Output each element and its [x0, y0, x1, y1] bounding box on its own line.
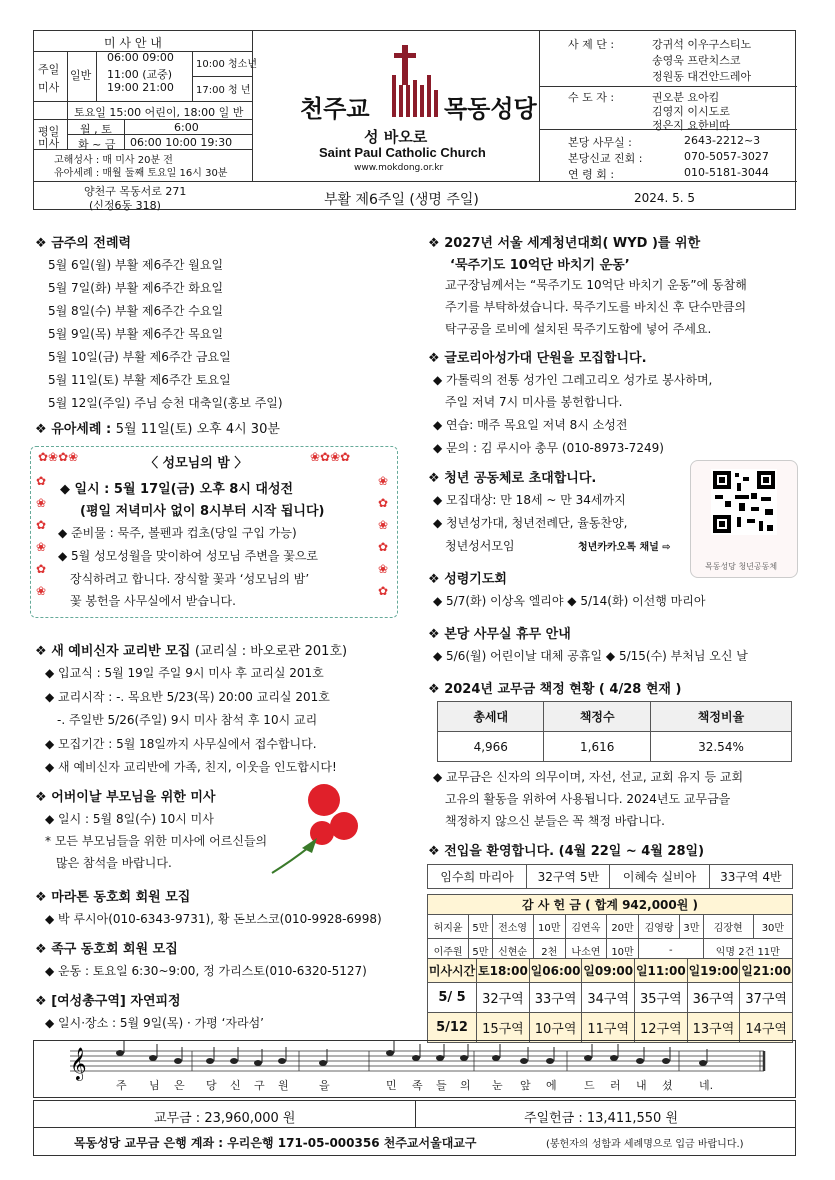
mary-night-title: 〈 성모님의 밤 〉	[145, 456, 248, 471]
choir-contact: ◆ 문의 : 김 루시아 총무 (010-8973-7249)	[433, 441, 664, 455]
church-website[interactable]: www.mokdong.or.kr	[354, 163, 444, 173]
calendar-item: 5월 9일(목) 부활 제6주간 목요일	[48, 327, 224, 341]
lyric: 원	[278, 1079, 289, 1092]
mon-sat-time: 6:00	[174, 121, 199, 134]
clean-cell: 33구역	[529, 983, 582, 1013]
welcome-cell: 이혜숙 실비아	[610, 865, 709, 889]
note-head	[206, 1058, 214, 1064]
address-line-2: (신정6동 318)	[89, 199, 161, 212]
tithe-title: ❖ 2024년 교무금 책정 현황 ( 4/28 현재 )	[428, 682, 682, 697]
note-head	[662, 1058, 670, 1064]
lyric: 족	[412, 1079, 423, 1092]
note-head	[520, 1058, 528, 1064]
choir-text: 주일 저녁 7시 미사를 봉헌합니다.	[445, 395, 623, 409]
calendar-item: 5월 6일(월) 부활 제6주간 월요일	[48, 258, 224, 272]
thanks-cell: 전소영	[492, 915, 533, 939]
nun-3: 정은지 요한비따	[652, 119, 730, 132]
clean-cell: 14구역	[740, 1013, 793, 1043]
marathon-title: ❖ 마라톤 동호회 회원 모집	[35, 890, 191, 905]
note-head	[149, 1055, 157, 1061]
lyric: 드	[584, 1079, 595, 1092]
thanks-cell: 김영랑	[639, 915, 680, 939]
note-head	[174, 1058, 182, 1064]
parents-mass-time: ◆ 일시 : 5월 8일(수) 10시 미사	[45, 812, 214, 826]
clean-header: 일11:00	[635, 959, 688, 983]
thanks-cell: 2천	[533, 939, 565, 963]
tithe-header: 총세대	[438, 702, 544, 732]
mary-night-prep: ◆ 준비물 : 묵주, 볼펜과 컵초(당일 구입 가능)	[58, 526, 297, 540]
lyric: 셨	[662, 1079, 673, 1092]
welcome-cell: 33구역 4반	[709, 865, 792, 889]
spirit-text: ◆ 5/7(화) 이상옥 엘리야 ◆ 5/14(화) 이선행 마리아	[433, 594, 706, 608]
note-head	[386, 1050, 394, 1056]
calendar-item: 5월 8일(수) 부활 제6주간 수요일	[48, 304, 224, 318]
choir-title: ❖ 글로리아성가대 단원을 모집합니다.	[428, 351, 647, 366]
catechism-item: ◆ 모집기간 : 5월 18일까지 사무실에서 접수합니다.	[45, 737, 317, 751]
priest-3: 정원동 대건안드레아	[652, 70, 752, 83]
mass-label: 미사	[38, 81, 60, 94]
clean-header: 토18:00	[477, 959, 530, 983]
patron-name: 성 바오로	[364, 128, 428, 146]
thanks-cell: 신현순	[492, 939, 533, 963]
youth-title: ❖ 청년 공동체로 초대합니다.	[428, 471, 597, 486]
mary-night-text: 장식하려고 합니다. 장식할 꽃과 ‘성모님의 밤’	[70, 572, 310, 586]
priest-1: 강귀석 이우구스티노	[652, 38, 752, 51]
tithe-text: ◆ 교무금은 신자의 의무이며, 자선, 선교, 교회 유지 등 교회	[433, 770, 744, 784]
shop-label: 본당신교 진회 :	[568, 152, 643, 165]
tithe-table	[437, 701, 792, 762]
spirit-title: ❖ 성령기도회	[428, 572, 507, 587]
parents-mass-title: ❖ 어버이날 부모님을 위한 미사	[35, 790, 216, 805]
mary-night-text: 꽃 봉헌을 사무실에서 받습니다.	[70, 594, 236, 608]
note-head	[636, 1058, 644, 1064]
thanks-table	[427, 894, 793, 963]
catechism-item: ◆ 새 예비신자 교리반에 가족, 친지, 이웃을 인도합시다!	[45, 760, 337, 774]
sunday-times-1: 06:00 09:00	[107, 51, 174, 64]
tithe-value: 4,966	[438, 732, 544, 762]
youth-kakao-link[interactable]: 청년카카오톡 채널 ⇨	[578, 542, 671, 553]
thanks-cell: 5만	[469, 939, 492, 963]
district-text: ◆ 일시·장소 : 5월 9일(목) · 가평 ‘자라섬’	[45, 1016, 264, 1030]
wyd-title: ❖ 2027년 서울 세계청년대회( WYD )를 위한	[428, 236, 701, 251]
lyric: 들	[436, 1079, 447, 1092]
baptism-section: ❖ 유아세례 : 5월 11일(토) 오후 4시 30분	[35, 422, 280, 437]
lyric: 민	[386, 1079, 397, 1092]
thanks-cell: 10만	[606, 939, 638, 963]
lyric: 은	[174, 1079, 185, 1092]
sunday-times-2: 11:00 (교중)	[107, 68, 173, 81]
lyric: 구	[254, 1079, 265, 1092]
thanks-cell: 나소연	[565, 939, 606, 963]
choir-practice: ◆ 연습: 매주 목요일 저녁 8시 소성전	[433, 418, 628, 432]
calendar-item: 5월 11일(토) 부활 제6주간 토요일	[48, 373, 231, 387]
thanks-cell: 10만	[533, 915, 565, 939]
tithe-value: 1,616	[544, 732, 650, 762]
wyd-text: 교구장님께서는 “묵주기도 10억단 바치기 운동”에 동참해	[445, 278, 747, 292]
treble-clef-icon: 𝄞	[70, 1047, 87, 1080]
address-line-1: 양천구 목동서로 271	[84, 185, 187, 198]
clean-header: 미사시간	[428, 959, 477, 983]
lyrics-row	[34, 1077, 795, 1095]
parents-mass-note: * 모든 부모님들을 위한 미사에 어르신들의	[45, 834, 268, 848]
sunday-label: 주일	[38, 63, 60, 76]
calendar-title: ❖ 금주의 전례력	[35, 236, 132, 251]
note-head	[278, 1058, 286, 1064]
bank-box	[33, 1128, 796, 1156]
clean-header: 일19:00	[687, 959, 740, 983]
clean-cell: 13구역	[687, 1013, 740, 1043]
office-label: 본당 사무실 :	[568, 136, 632, 149]
sunday-offering-total: 주일헌금 : 13,411,550 원	[524, 1111, 679, 1126]
clean-header: 일21:00	[740, 959, 793, 983]
lyric: 네.	[699, 1079, 714, 1092]
bulletin-date: 2024. 5. 5	[634, 191, 696, 205]
office-closed-text: ◆ 5/6(월) 어린이날 대체 공휴일 ◆ 5/15(수) 부처님 오신 날	[433, 649, 748, 663]
lyric: 을	[319, 1079, 330, 1092]
thanks-cell: 5만	[469, 915, 492, 939]
clean-cell: 15구역	[477, 1013, 530, 1043]
offering-box	[33, 1100, 796, 1128]
tue-fri-label: 화 ~ 금	[78, 138, 116, 151]
nun-1: 권오분 요아킴	[652, 91, 720, 104]
sunday-times-3: 19:00 21:00	[107, 81, 174, 94]
mass-title: 미 사 안 내	[104, 36, 162, 50]
qr-card[interactable]	[690, 460, 798, 578]
adult-label: 일반	[70, 69, 92, 82]
youth-groups: ◆ 청년성가대, 청년전례단, 율동찬양,	[433, 516, 628, 530]
catechism-item: ◆ 교리시작 : -. 목요반 5/23(목) 20:00 교리실 201호	[45, 690, 330, 704]
thanks-cell: 익명 2건 11만	[703, 939, 792, 963]
wyd-subtitle: ‘묵주기도 10억단 바치기 운동’	[450, 258, 630, 273]
sunday-title: 부활 제6주일 (생명 주일)	[324, 192, 479, 208]
note-head	[254, 1060, 262, 1066]
church-english-name: Saint Paul Catholic Church	[319, 145, 486, 160]
wyd-text: 탁구공을 로비에 설치된 묵주기도함에 넣어 주세요.	[445, 322, 712, 336]
thanks-cell: 허지윤	[428, 915, 469, 939]
catechism-item: -. 주일반 5/26(주일) 9시 미사 참석 후 10시 교리	[57, 713, 318, 727]
young-adult-mass-time: 17:00 청 년	[196, 85, 251, 96]
wyd-text: 주기를 부탁하셨습니다. 묵주기도를 바치신 후 단수만큼의	[445, 300, 747, 314]
calendar-item: 5월 7일(화) 부활 제6주간 화요일	[48, 281, 224, 295]
tue-fri-time: 06:00 10:00 19:30	[130, 136, 233, 149]
weekday-label: 평일	[38, 125, 60, 138]
marathon-text: ◆ 박 루시아(010-6343-9731), 황 돈보스코(010-9928-6998)	[45, 912, 382, 926]
youth-target: ◆ 모집대상: 만 18세 ~ 만 34세까지	[433, 493, 626, 507]
clean-cell: 11구역	[582, 1013, 635, 1043]
thanks-cell: 김연옥	[565, 915, 606, 939]
assoc-label: 연 령 회 :	[568, 168, 615, 181]
lyric: 주	[116, 1079, 127, 1092]
note-head	[436, 1055, 444, 1061]
qr-caption: 목동성당 청년공동체	[705, 562, 778, 571]
tithe-header: 책정비율	[650, 702, 791, 732]
mary-night-time: ◆ 일시 : 5월 17일(금) 오후 8시 대성전	[60, 482, 294, 497]
clean-header: 일09:00	[582, 959, 635, 983]
church-logo-icon	[384, 45, 444, 117]
thanks-title: 감 사 헌 금 ( 합계 942,000원 )	[428, 895, 793, 915]
thanks-cell: 30만	[753, 915, 792, 939]
tithe-value: 32.54%	[650, 732, 791, 762]
clean-cell: 5/ 5	[428, 983, 477, 1013]
flower-icon: ❀ ✿ ❀ ✿ ❀ ✿	[378, 474, 389, 598]
district-title: ❖ [여성총구역] 자연피정	[35, 994, 181, 1009]
confession-info: 고해성사 : 매 미사 20분 전	[54, 155, 173, 166]
bank-note: (봉헌자의 성함과 세례명으로 입금 바랍니다.)	[546, 1139, 744, 1150]
soccer-title: ❖ 족구 동호회 회원 모집	[35, 942, 178, 957]
thanks-cell: 이주원	[428, 939, 469, 963]
thanks-cell: -	[639, 939, 704, 963]
clean-cell: 32구역	[477, 983, 530, 1013]
lyric: 러	[610, 1079, 621, 1092]
note-head	[610, 1055, 618, 1061]
church-name-left: 천주교	[300, 95, 370, 123]
flower-icon: ✿❀✿❀	[38, 450, 79, 464]
note-head	[412, 1055, 420, 1061]
thanks-cell: 3만	[680, 915, 703, 939]
note-head	[492, 1055, 500, 1061]
youth-mass-time: 10:00 청소년	[196, 59, 257, 70]
qr-code-icon[interactable]	[711, 469, 777, 535]
nun-2: 김영지 이시도로	[652, 105, 730, 118]
thanks-cell: 20만	[606, 915, 638, 939]
mary-night-text: ◆ 5월 성모성월을 맞이하여 성모님 주변을 꽃으로	[58, 549, 319, 563]
note-head	[460, 1055, 468, 1061]
note-head	[230, 1058, 238, 1064]
carnation-icon	[262, 778, 372, 878]
catechism-item: ◆ 입교식 : 5월 19일 주일 9시 미사 후 교리실 201호	[45, 666, 324, 680]
note-head	[699, 1060, 707, 1066]
thanks-cell: 김장현	[703, 915, 753, 939]
lyric: 당	[206, 1079, 217, 1092]
mon-sat-label: 월 , 토	[80, 123, 112, 136]
calendar-item: 5월 10일(금) 부활 제6주간 금요일	[48, 350, 231, 364]
clean-cell: 35구역	[635, 983, 688, 1013]
lyric: 의	[460, 1079, 471, 1092]
flower-icon: ❀✿❀✿	[310, 450, 351, 464]
music-box	[33, 1040, 796, 1098]
lyric: 에	[546, 1079, 557, 1092]
lyric: 님	[149, 1079, 160, 1092]
tithe-header: 책정수	[544, 702, 650, 732]
tithe-text: 책정하지 않으신 분들은 꼭 책정 바랍니다.	[445, 814, 665, 828]
flower-icon: ✿ ❀ ✿ ❀ ✿ ❀	[36, 474, 47, 598]
assoc-tel: 010-5181-3044	[684, 166, 769, 179]
office-tel: 2643-2212~3	[684, 134, 761, 147]
lyric: 앞	[520, 1079, 531, 1092]
priest-label: 사 제 단 :	[568, 38, 615, 51]
parents-mass-note: 많은 참석을 바랍니다.	[56, 856, 172, 870]
clean-cell: 36구역	[687, 983, 740, 1013]
clean-cell: 10구역	[529, 1013, 582, 1043]
priest-2: 송영욱 프란치스코	[652, 54, 741, 67]
nun-label: 수 도 자 :	[568, 91, 615, 104]
clean-cell: 34구역	[582, 983, 635, 1013]
header-box	[33, 30, 796, 210]
lyric: 내	[636, 1079, 647, 1092]
clean-header: 일06:00	[529, 959, 582, 983]
welcome-title: ❖ 전입을 환영합니다. (4월 22일 ~ 4월 28일)	[428, 844, 705, 859]
note-head	[584, 1055, 592, 1061]
baptism-info: 유아세례 : 매월 둘째 토요일 16시 30분	[54, 168, 228, 179]
office-closed-title: ❖ 본당 사무실 휴무 안내	[428, 627, 571, 642]
youth-groups: 청년성서모임	[445, 539, 515, 553]
note-head	[546, 1058, 554, 1064]
choir-text: ◆ 가톨릭의 전통 성가인 그레고리오 성가로 봉사하며,	[433, 373, 713, 387]
note-head	[319, 1060, 327, 1066]
shop-tel: 070-5057-3027	[684, 150, 769, 163]
mary-night-note: (평일 저녁미사 없이 8시부터 시작 됩니다)	[80, 504, 325, 519]
clean-cell: 12구역	[635, 1013, 688, 1043]
welcome-cell: 임수희 마리아	[428, 865, 527, 889]
weekday-mass-label: 미사	[38, 137, 60, 150]
tithe-total: 교무금 : 23,960,000 원	[154, 1111, 296, 1126]
note-head	[116, 1050, 124, 1056]
catechism-title: ❖ 새 예비신자 교리반 모집 (교리실 : 바오로관 201호)	[35, 644, 348, 659]
lyric: 눈	[492, 1079, 503, 1092]
soccer-text: ◆ 운동 : 토요일 6:30~9:00, 정 가리스토(010-6320-5127)	[45, 964, 367, 978]
cleaning-table	[427, 958, 793, 1043]
clean-cell: 5/12	[428, 1013, 477, 1043]
lyric: 신	[230, 1079, 241, 1092]
saturday-mass: 토요일 15:00 어린이, 18:00 일 반	[74, 106, 244, 119]
welcome-table	[427, 864, 793, 889]
bank-account: 목동성당 교무금 은행 계좌 : 우리은행 171-05-000356 천주교서울대교구	[74, 1136, 477, 1150]
welcome-cell: 32구역 5반	[527, 865, 610, 889]
clean-cell: 37구역	[740, 983, 793, 1013]
calendar-item: 5월 12일(주일) 주님 승천 대축일(홍보 주일)	[48, 396, 283, 410]
tithe-text: 고유의 활동을 위하여 사용됩니다. 2024년도 교무금을	[445, 792, 731, 806]
church-name-right: 목동성당	[444, 95, 537, 123]
